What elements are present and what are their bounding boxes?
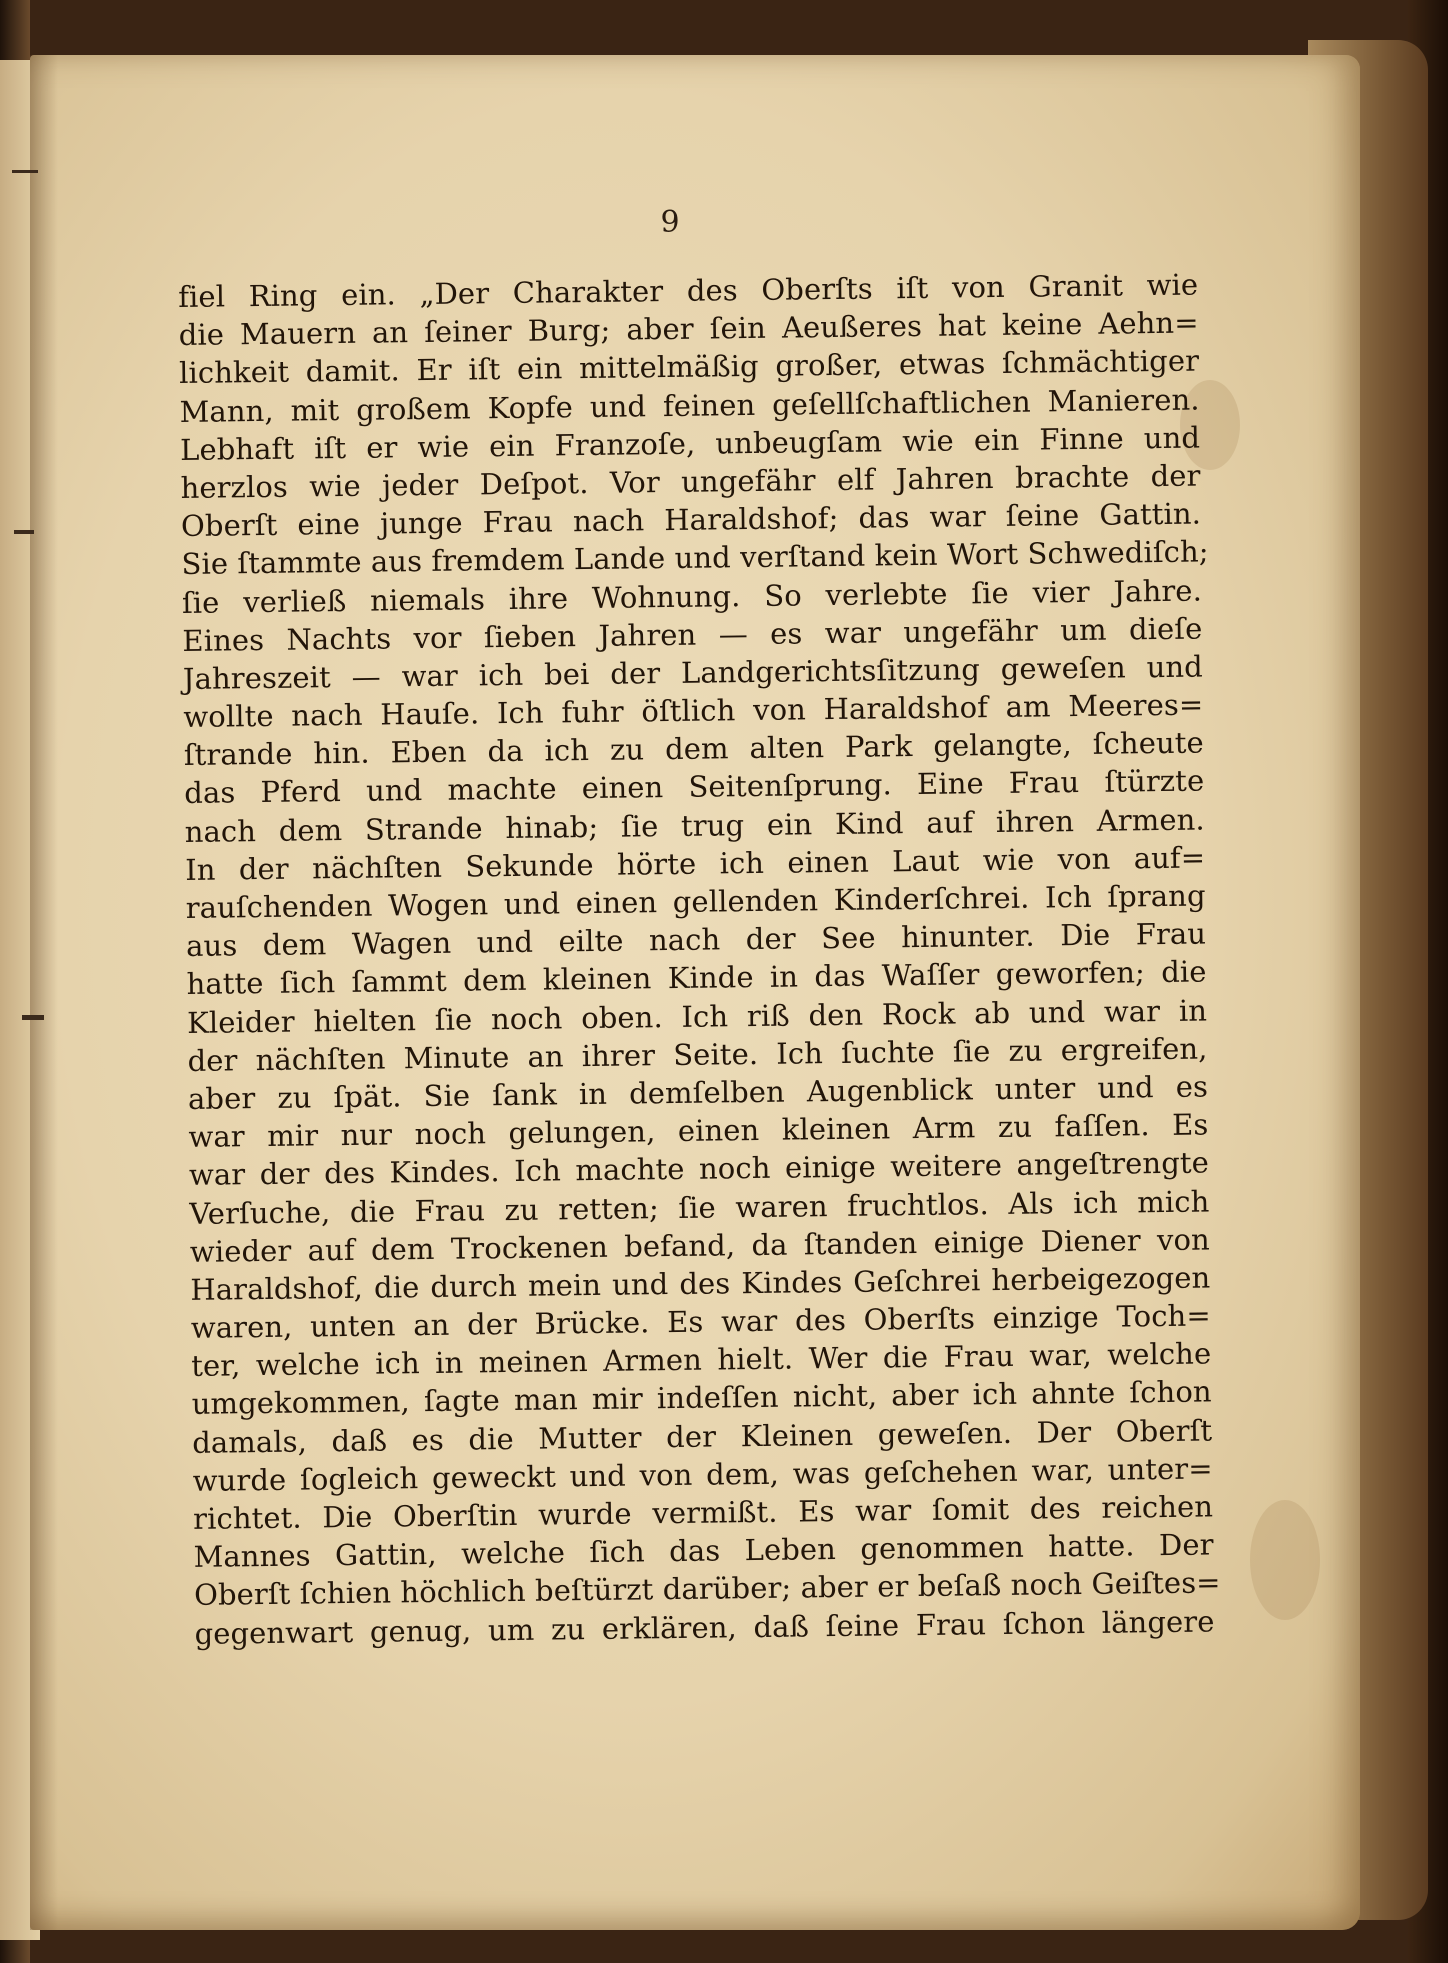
text-line: lichkeit damit. Er iſt ein mittelmäßig großer, etwas ſchmächtiger: [178, 343, 1200, 391]
text-line: Lebhaft iſt er wie ein Franzoſe, unbeugſam wie ein Finne und: [179, 420, 1201, 467]
text-line: aber zu ſpät. Sie ſank in demſelben Augenblick unter und es: [187, 1069, 1209, 1116]
margin-mark: [12, 170, 38, 173]
text-line: war mir nur noch gelungen, einen kleinen Arm zu faſſen. Es: [188, 1107, 1209, 1155]
gutter-shadow: [30, 55, 58, 1930]
text-line: Mann, mit großem Kopfe und feinen geſellſchaftlichen Manieren.: [179, 382, 1200, 429]
text-line: Oberſt eine junge Frau nach Haraldshof; das war ſeine Gattin.: [180, 496, 1202, 544]
text-line: Mannes Gattin, welche ſich das Leben genommen hatte. Der: [193, 1527, 1214, 1575]
text-line: herzlos wie jeder Deſpot. Vor ungefähr elf Jahren brachte der: [180, 458, 1201, 505]
text-line: nach dem Strande hinab; ſie trug ein Kind auf ihren Armen.: [184, 802, 1205, 849]
text-line: Kleider hielten ſie noch oben. Ich riß den Rock ab und war in: [186, 993, 1208, 1040]
body-text: [178, 266, 1221, 1653]
text-line: richtet. Die Oberſtin wurde vermißt. Es war ſomit des reichen: [192, 1489, 1214, 1536]
text-line: aus dem Wagen und eilte nach der See hinunter. Die Frau: [185, 916, 1207, 964]
text-line: fiel Ring ein. „Der Charakter des Oberſts iſt von Granit wie: [178, 267, 1199, 314]
margin-mark: [22, 1015, 44, 1020]
text-line: ſtrande hin. Eben da ich zu dem alten Park gelangte, ſcheute: [183, 725, 1204, 773]
text-line: wollte nach Hauſe. Ich fuhr öſtlich von Haraldshof am Meeres=: [183, 687, 1204, 735]
text-line: damals, daß es die Mutter der Kleinen geweſen. Der Oberſt: [192, 1413, 1213, 1460]
text-line: wurde ſogleich geweckt und von dem, was geſchehen war, unter=: [192, 1451, 1213, 1498]
text-line: ter, welche ich in meinen Armen hielt. Wer die Frau war, welche: [191, 1336, 1212, 1384]
text-line: das Pferd und machte einen Seitenſprung. Eine Frau ſtürzte: [184, 763, 1205, 811]
page-number: 9: [660, 205, 680, 240]
text-line: In der nächſten Sekunde hörte ich einen Laut wie von auf=: [185, 840, 1206, 887]
text-line: Haraldshof, die durch mein und des Kindes Geſchrei herbeigezogen: [190, 1260, 1211, 1307]
text-line: Verſuche, die Frau zu retten; ſie waren fruchtlos. Als ich mich: [189, 1183, 1210, 1231]
paper-stain: [1250, 1500, 1320, 1620]
text-line: hatte ſich ſammt dem kleinen Kinde in das Waſſer geworfen; die: [186, 954, 1207, 1002]
text-line: ſie verließ niemals ihre Wohnung. So verlebte ſie vier Jahre.: [181, 573, 1203, 620]
text-line: wieder auf dem Trockenen befand, da ſtanden einige Diener von: [189, 1222, 1211, 1269]
text-line: war der des Kindes. Ich machte noch einige weitere angeſtrengte: [188, 1145, 1210, 1193]
text-line: rauſchenden Wogen und einen gellenden Kinderſchrei. Ich ſprang: [185, 878, 1206, 925]
text-line: Jahreszeit — war ich bei der Landgerichtsſitzung geweſen und: [182, 649, 1204, 696]
text-line: gegenwart genug, um zu erklären, daß ſeine Frau ſchon längere: [194, 1604, 1215, 1651]
margin-mark: [14, 530, 34, 534]
text-line: waren, unten an der Brücke. Es war des Oberſts einzige Toch=: [190, 1298, 1211, 1345]
text-line: Eines Nachts vor ſieben Jahren — es war ungefähr um dieſe: [182, 611, 1203, 658]
text-line: Sie ſtammte aus fremdem Lande und verſtand kein Wort Schwediſch;: [181, 534, 1209, 582]
text-line: der nächſten Minute an ihrer Seite. Ich ſuchte ſie zu ergreifen,: [187, 1031, 1208, 1078]
text-line: Oberſt ſchien höchlich beſtürzt darüber; aber er beſaß noch Geiſtes=: [193, 1565, 1221, 1613]
text-line: die Mauern an ſeiner Burg; aber ſein Aeußeres hat keine Aehn=: [178, 305, 1199, 353]
text-line: umgekommen, ſagte man mir indeſſen nicht, aber ich ahnte ſchon: [191, 1374, 1212, 1422]
